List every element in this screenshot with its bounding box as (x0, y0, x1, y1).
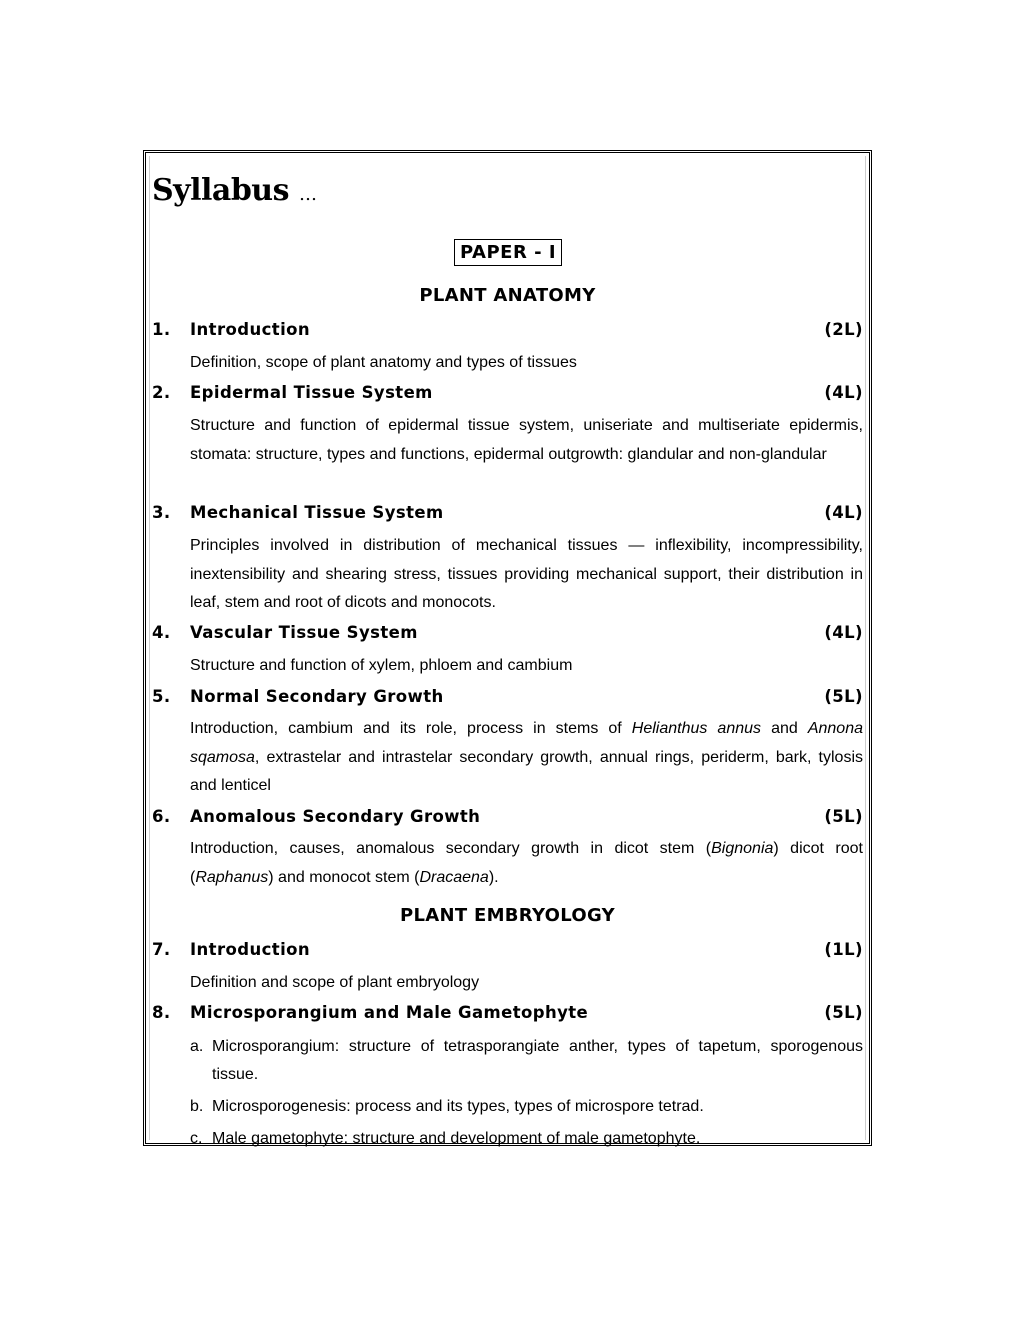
text-run: and (761, 720, 808, 737)
unit-title: Anomalous Secondary Growth (190, 807, 481, 826)
unit-heading (152, 320, 863, 344)
unit-title: Microsporangium and Male Gametophyte (190, 1003, 589, 1022)
unit-heading (152, 503, 863, 527)
unit-hours: (5L) (824, 807, 863, 826)
list-item-label: c. (190, 1130, 203, 1147)
list-item-text: Microsporangium: structure of tetrasporangiate anther, types of tapetum, sporogenous tissue. (212, 1038, 863, 1083)
unit-number: 2. (152, 383, 171, 402)
unit-number: 8. (152, 1003, 171, 1022)
genus-name: Bignonia (711, 840, 774, 857)
title-ellipsis: … (298, 184, 317, 205)
unit-number: 6. (152, 807, 171, 826)
unit-hours: (4L) (824, 623, 863, 642)
text-run: ). (488, 868, 499, 886)
paper-label: PAPER - I (454, 239, 562, 266)
unit-title: Epidermal Tissue System (190, 383, 433, 402)
unit-description: Definition, scope of plant anatomy and types of tissues (190, 354, 577, 371)
unit-number: 7. (152, 940, 171, 959)
unit-heading (152, 940, 863, 964)
unit-description (190, 715, 863, 801)
unit-hours: (1L) (824, 940, 863, 959)
unit-description: Principles involved in distribution of mechanical tissues — inflexibility, incompressibility, inextensibility and shearing stress, tissues providing mechanical support, their distribution in leaf, stem and root of dicots and monocots. (190, 537, 863, 611)
species-name: Annona sqamosa (190, 720, 863, 766)
page-title (152, 173, 316, 208)
unit-heading (152, 623, 863, 647)
unit-heading (152, 687, 863, 711)
text-run: ) dicot root ( (190, 840, 863, 886)
unit-title: Introduction (190, 320, 311, 339)
unit-title: Introduction (190, 940, 311, 959)
title-text: Syllabus (152, 173, 290, 208)
list-item (190, 1033, 863, 1089)
unit-title: Mechanical Tissue System (190, 503, 444, 522)
syllabus-box (143, 150, 872, 1146)
section-heading-anatomy: PLANT ANATOMY (419, 285, 596, 306)
unit-heading (152, 383, 863, 407)
text-run: , extrastelar and intrastelar secondary growth, annual rings, periderm, bark, tylosis and lenticel (190, 748, 863, 794)
genus-name: Dracaena (419, 868, 489, 886)
unit-hours: (5L) (824, 1003, 863, 1022)
unit-hours: (4L) (824, 503, 863, 522)
unit-number: 1. (152, 320, 171, 339)
unit-title: Normal Secondary Growth (190, 687, 444, 706)
unit-number: 4. (152, 623, 171, 642)
unit-heading (152, 1003, 863, 1027)
list-item-text: Male gametophyte: structure and development of male gametophyte. (212, 1130, 701, 1147)
unit-number: 5. (152, 687, 171, 706)
text-run: ) and monocot stem ( (268, 868, 420, 886)
unit-hours: (4L) (824, 383, 863, 402)
section-heading-embryology: PLANT EMBRYOLOGY (399, 905, 616, 926)
unit-description: Structure and function of epidermal tissue system, uniseriate and multiseriate epidermis, stomata: structure, types and functions, epidermal outgrowth: glandular and non-glandular (190, 417, 863, 463)
unit-heading (152, 807, 863, 831)
unit-description: Definition and scope of plant embryology (190, 974, 480, 991)
unit-title: Vascular Tissue System (190, 623, 418, 642)
unit-hours: (5L) (824, 687, 863, 706)
genus-name: Raphanus (195, 868, 269, 886)
unit-description (190, 835, 863, 892)
text-run: Introduction, causes, anomalous secondary growth in dicot stem ( (190, 840, 712, 857)
unit-description: Structure and function of xylem, phloem and cambium (190, 657, 573, 674)
list-item (190, 1093, 863, 1121)
text-run: Introduction, cambium and its role, process in stems of (190, 720, 632, 737)
unit-number: 3. (152, 503, 171, 522)
list-item-label: a. (190, 1038, 204, 1055)
species-name: Helianthus annus (631, 720, 762, 737)
list-item-label: b. (190, 1098, 204, 1115)
list-item-text: Microsporogenesis: process and its types, types of microspore tetrad. (212, 1098, 704, 1115)
list-item (190, 1125, 863, 1153)
unit-hours: (2L) (824, 320, 863, 339)
